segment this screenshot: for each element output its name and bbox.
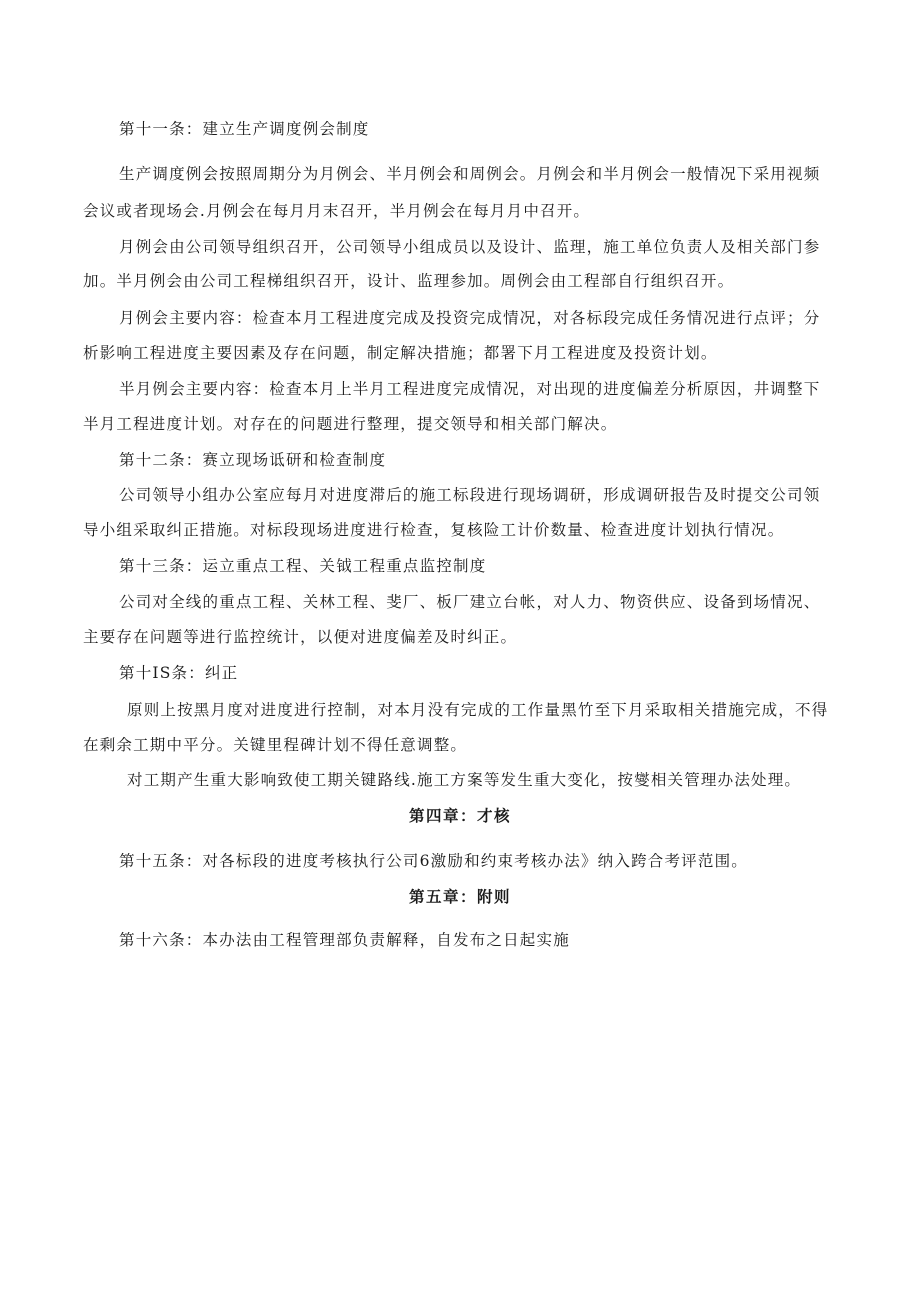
chapter-4-heading: 第四章：才核 xyxy=(408,806,511,825)
article-11-heading: 第十一条：建立生产调度例会制度 xyxy=(119,120,370,138)
article-13-heading: 第十三条：运立重点工程、关钺工程重点监控制度 xyxy=(119,557,487,575)
paragraph-line: 主要存在问题等进行监控统计，以便对进度偏差及时纠正。 xyxy=(83,628,518,646)
paragraph-line: 公司对全线的重点工程、关林工程、斐厂、板厂建立台帐，对人力、物资供应、设备到场情况、 xyxy=(119,593,821,611)
paragraph-line: 月例会主要内容：检查本月工程进度完成及投资完成情况，对各标段完成任务情况进行点评；分 xyxy=(119,309,821,327)
paragraph-line: 半月工程进度计划。对存在的问题进行整理，提交领导和相关部门解决。 xyxy=(83,415,618,433)
paragraph-line: 导小组采取纠正措施。对标段现场进度进行检查，复核险工计价数量、检查进度计划执行情况。 xyxy=(83,521,785,539)
paragraph-line: 在剩余工期中平分。关键里程碑计划不得任意调整。 xyxy=(83,736,468,754)
article-15-paragraph: 第十五条：对各标段的进度考核执行公司6激励和约束考核办法》纳入跨合考评范围。 xyxy=(119,852,748,870)
paragraph-line: 月例会由公司领导组织召开，公司领导小组成员以及设计、监理，施工单位负责人及相关部门参 xyxy=(119,238,821,256)
paragraph-line: 会议或者现场会.月例会在每月月末召开，半月例会在每月月中召开。 xyxy=(83,202,591,220)
paragraph-line: 对工期产生重大影响致使工期关键路线.施工方案等发生重大变化，按燮相关管理办法处理。 xyxy=(127,771,802,789)
paragraph-line: 半月例会主要内容：检查本月上半月工程进度完成情况，对出现的进度偏差分析原因，井调整下 xyxy=(119,380,821,398)
paragraph-line: 析影响工程进度主要因素及存在问题，制定解决措施；都署下月工程进度及投资计划。 xyxy=(83,344,718,362)
paragraph-line: 公司领导小组办公室应每月对进度滞后的施工标段进行现场调研，形成调研报告及时提交公司领 xyxy=(119,486,821,504)
chapter-5-heading: 第五章：附则 xyxy=(408,887,511,906)
paragraph-line: 生产调度例会按照周期分为月例会、半月例会和周例会。月例会和半月例会一般情况下采用视频 xyxy=(119,165,821,183)
article-14-heading: 第十IS条：纠正 xyxy=(119,664,239,682)
article-12-heading: 第十二条：赛立现场诋研和检查制度 xyxy=(119,451,387,469)
article-16-paragraph: 第十六条：本办法由工程管理部负责解释，自发布之日起实施 xyxy=(119,931,570,949)
paragraph-line: 加。半月例会由公司工程梯组织召开，设计、监理参加。周例会由工程部自行组织召开。 xyxy=(83,272,735,290)
paragraph-line: 原则上按黑月度对进度进行控制，对本月没有完成的工作量黑竹至下月采取相关措施完成，不得 xyxy=(127,701,829,719)
